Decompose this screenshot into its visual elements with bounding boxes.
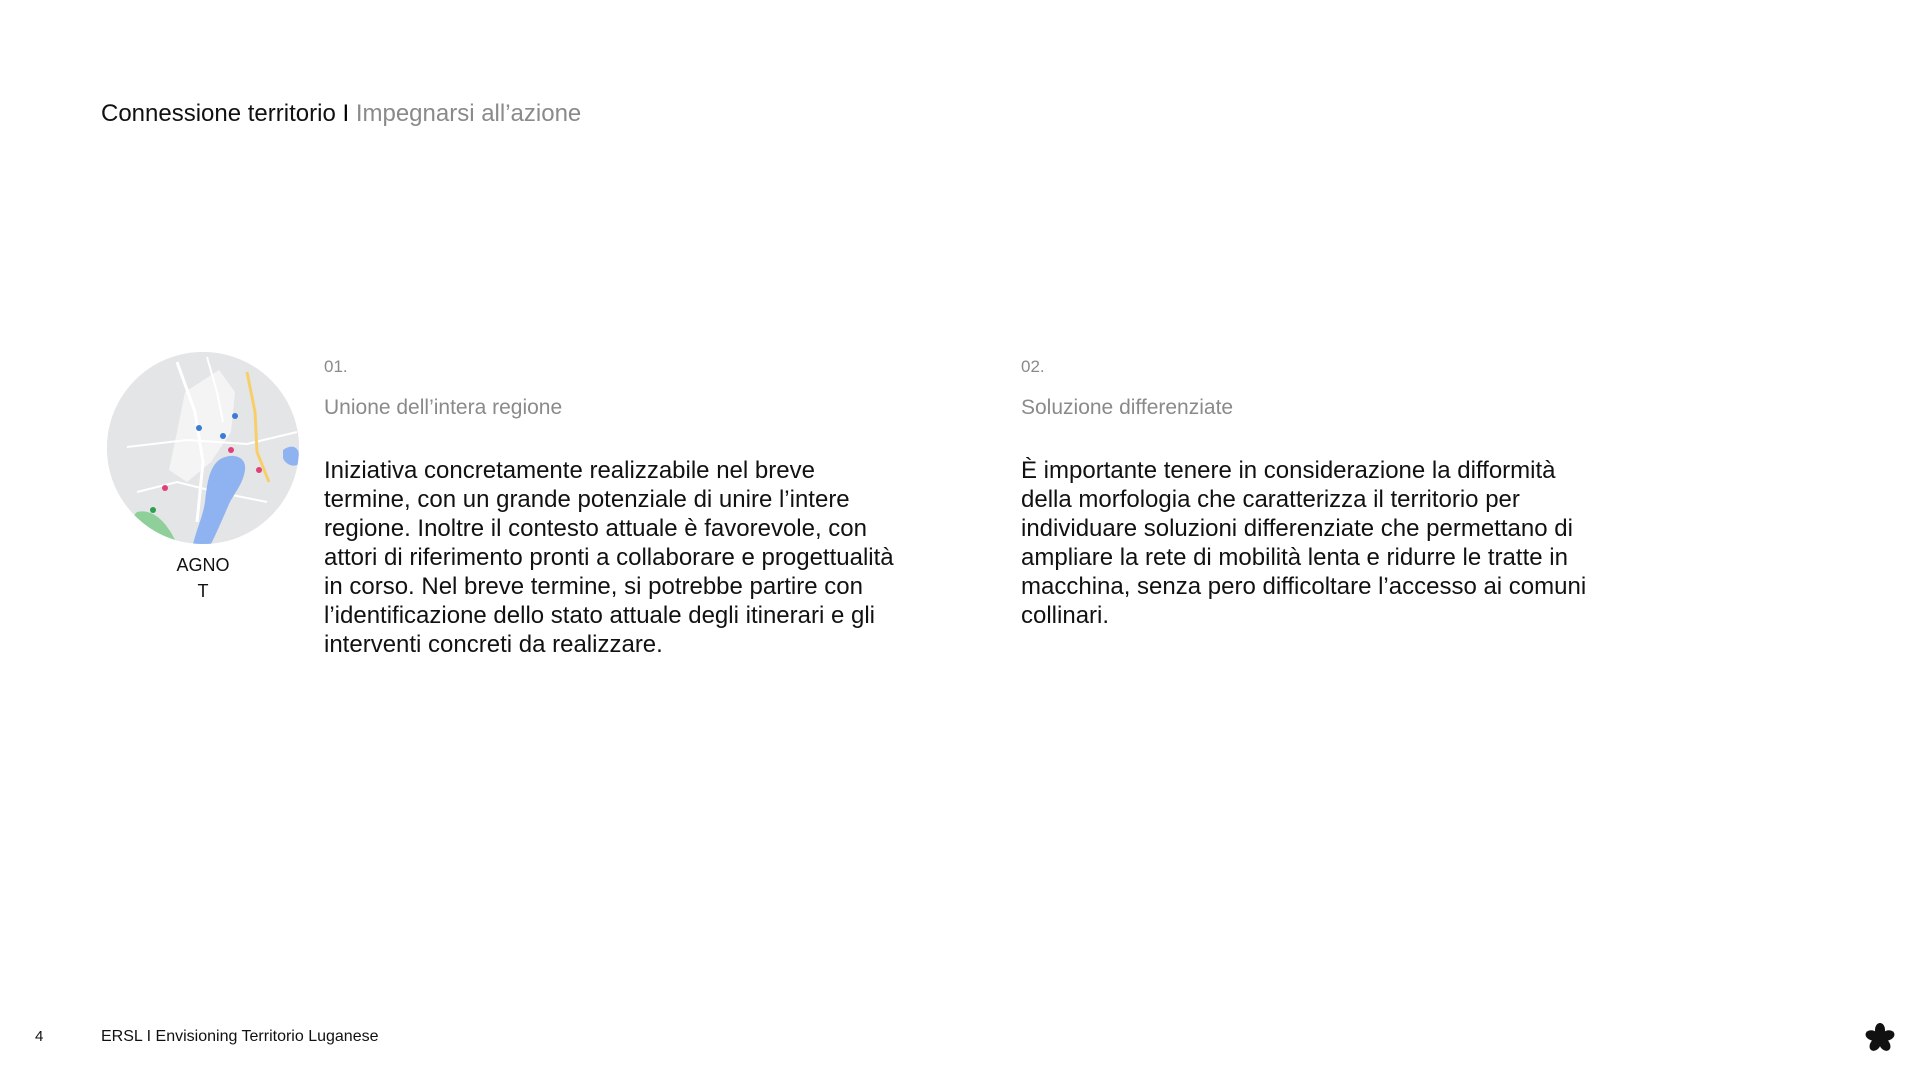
item-body: È importante tenere in considerazione la difformità della morfologia che caratterizza il territorio per individuare soluzioni differenziate che permettano di ampliare la rete di mobilità lenta e ridurre le tratte in macchina, senza pero difficoltare l’accesso ai comuni collinari. — [1021, 457, 1587, 629]
page-number: 4 — [35, 1028, 44, 1045]
title-separator: I — [335, 100, 356, 127]
asterisk-flower-icon — [1864, 1022, 1896, 1054]
footer-title: ERSL I Envisioning Territorio Luganese — [101, 1028, 379, 1045]
map-caption — [153, 552, 253, 604]
item-heading: Soluzione differenziate — [1021, 396, 1234, 419]
item-02 — [1021, 356, 1601, 630]
map-icon — [107, 352, 299, 544]
item-number: 02. — [1021, 357, 1045, 376]
title-main: Connessione territorio — [101, 100, 336, 127]
item-number: 01. — [324, 357, 348, 376]
page-title — [101, 98, 581, 130]
item-01 — [324, 356, 904, 659]
map-caption-line1: AGNO — [176, 555, 230, 575]
item-body: Iniziativa concretamente realizzabile nel breve termine, con un grande potenziale di unire l’intere regione. Inoltre il contesto attuale è favorevole, con attori di riferimento pronti a collaborare e progettualità in corso. Nel breve termine, si potrebbe partire con l’identificazione dello stato attuale degli itinerari e gli interventi concreti da realizzare. — [324, 457, 894, 658]
map-caption-line2: T — [197, 581, 209, 601]
map-thumbnail[interactable] — [107, 352, 299, 544]
title-subtitle: Impegnarsi all’azione — [355, 100, 582, 127]
item-heading: Unione dell’intera regione — [324, 396, 563, 419]
